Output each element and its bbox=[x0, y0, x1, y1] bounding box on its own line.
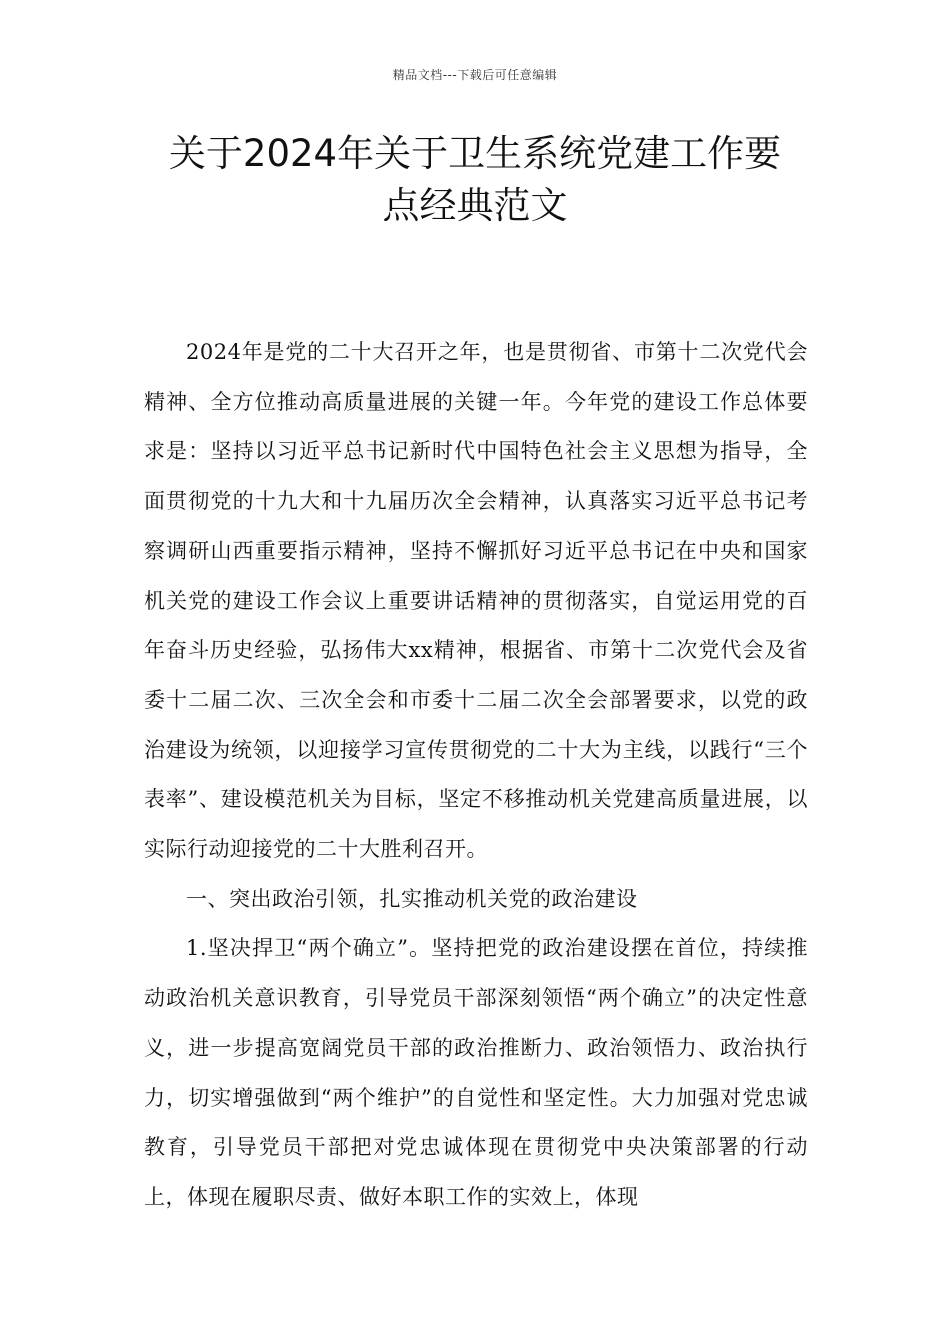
header-note: 精品文档---下载后可任意编辑 bbox=[392, 68, 558, 82]
document-body bbox=[144, 328, 808, 1223]
paragraph-intro: 2024年是党的二十大召开之年，也是贯彻省、市第十二次党代会精神、全方位推动高质量进展的关键一年。今年党的建设工作总体要求是：坚持以习近平总书记新时代中国特色社会主义思想为指导，全面贯彻党的十九大和十九届历次全会精神，认真落实习近平总书记考察调研山西重要指示精神，坚持不懈抓好习近平总书记在中央和国家机关党的建设工作会议上重要讲话精神的贯彻落实，自觉运用党的百年奋斗历史经验，弘扬伟大xx精神，根据省、市第十二次党代会及省委十二届二次、三次全会和市委十二届二次全会部署要求，以党的政治建设为统领，以迎接学习宣传贯彻党的二十大为主线，以践行“三个表率”、建设模范机关为目标，坚定不移推动机关党建高质量进展，以实际行动迎接党的二十大胜利召开。 bbox=[144, 340, 808, 862]
title-line-2: 点经典范文 bbox=[382, 184, 568, 227]
title-line-1: 关于2024年关于卫生系统党建工作要 bbox=[168, 132, 782, 175]
paragraph-item-1: 1.坚决捍卫“两个确立”。坚持把党的政治建设摆在首位，持续推动政治机关意识教育，引导党员干部深刻领悟“两个确立”的决定性意义，进一步提高宽阔党员干部的政治推断力、政治领悟力、政治执行力，切实增强做到“两个维护”的自觉性和坚定性。大力加强对党忠诚教育，引导党员干部把对党忠诚体现在贯彻党中央决策部署的行动上，体现在履职尽责、做好本职工作的实效上，体现 bbox=[144, 936, 808, 1209]
document-title bbox=[120, 128, 830, 232]
section-heading-1: 一、突出政治引领，扎实推动机关党的政治建设 bbox=[186, 886, 638, 911]
